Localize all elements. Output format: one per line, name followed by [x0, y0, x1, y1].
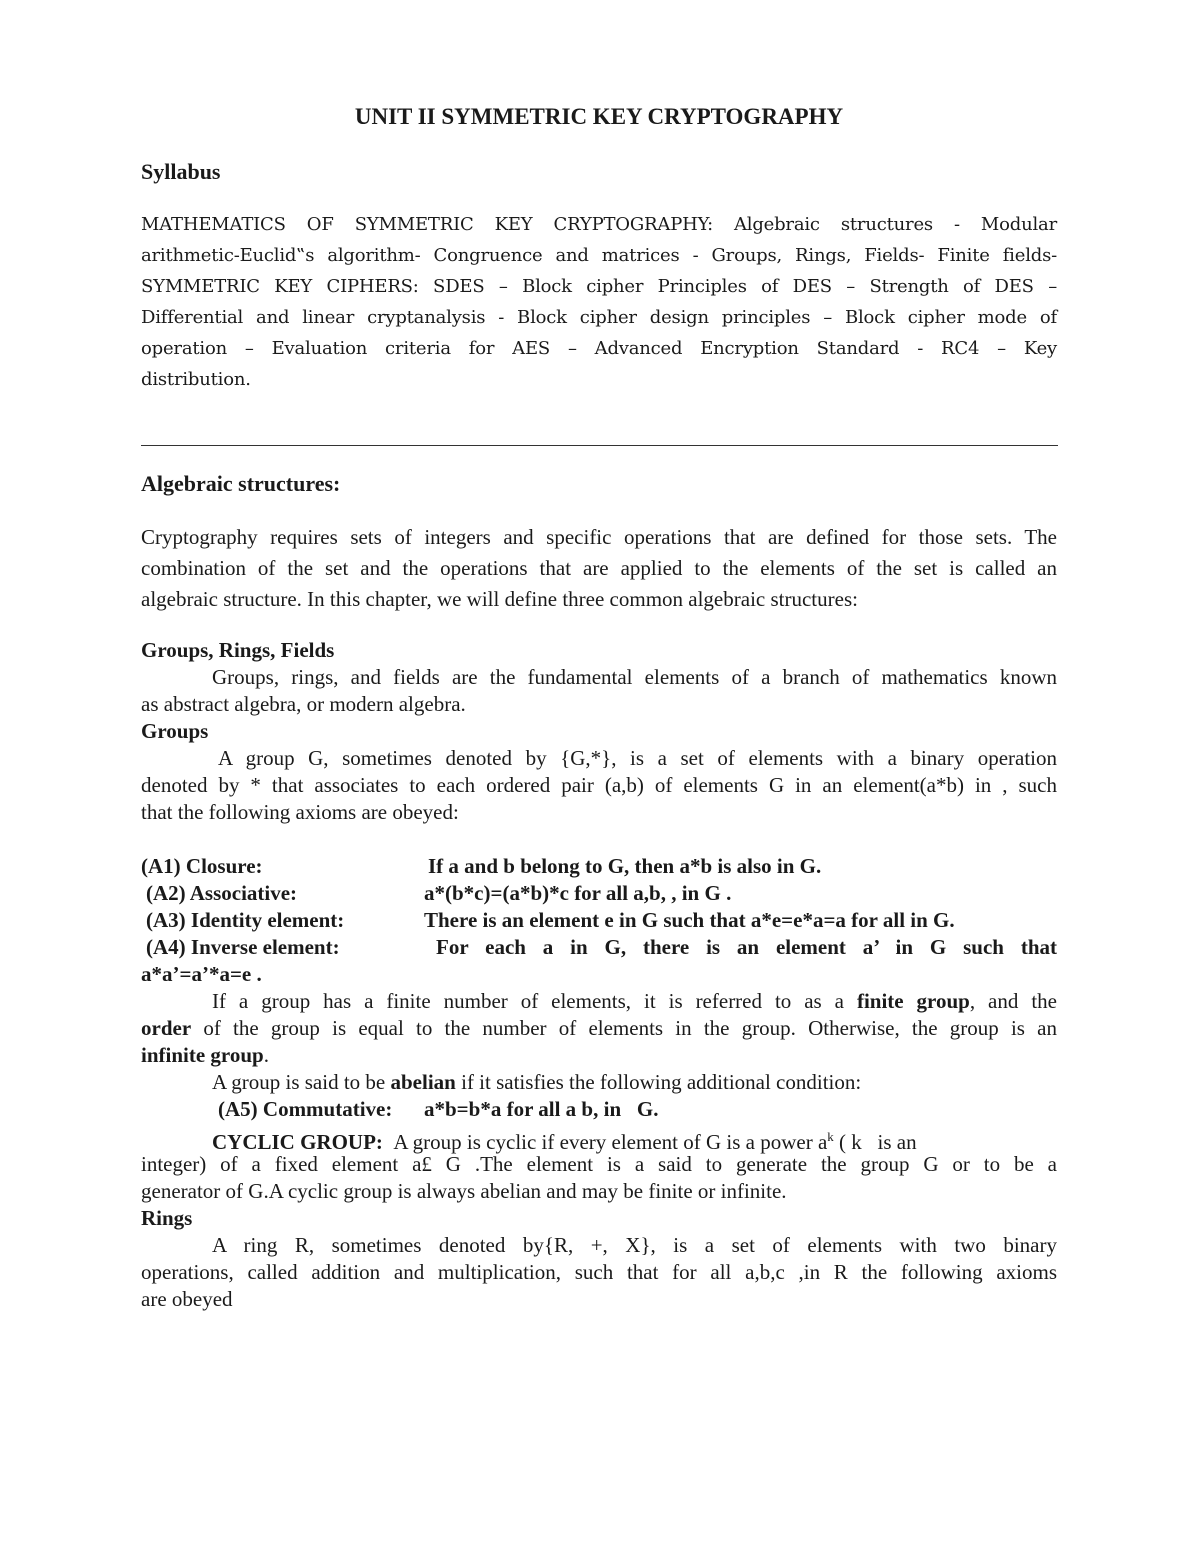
cyclic-group-line: generator of G.A cyclic group is always abelian and may be finite or infinite.: [141, 1179, 787, 1203]
grf-line: as abstract algebra, or modern algebra.: [141, 692, 466, 716]
rings-line: operations, called addition and multiplication, such that for all a,b,c ,in R the following axioms: [141, 1260, 1057, 1284]
groups-heading: Groups: [141, 719, 209, 743]
abelian-line: A group is said to be abelian if it satisfies the following additional condition:: [212, 1070, 862, 1094]
axiom-text: a*(b*c)=(a*b)*c for all a,b, , in G .: [424, 881, 732, 905]
syllabus-heading: Syllabus: [141, 159, 221, 184]
algebraic-structures-heading: Algebraic structures:: [141, 471, 341, 496]
rings-line: A ring R, sometimes denoted by{R, +, X}, is a set of elements with two binary: [212, 1233, 1057, 1257]
syllabus-line: operation – Evaluation criteria for AES – Advanced Encryption Standard - RC4 – Key: [141, 338, 1057, 359]
axiom-text: For each a in G, there is an element a’ in G such that: [436, 935, 1057, 959]
intro-line: algebraic structure. In this chapter, we will define three common algebraic structures:: [141, 587, 858, 611]
cyclic-group-line: CYCLIC GROUP: A group is cyclic if every element of G is a power $a^k$ ( k is an: [212, 1129, 917, 1154]
axiom-text: a*b=b*a for all a b, in G.: [424, 1097, 659, 1121]
groups-rings-fields-heading: Groups, Rings, Fields: [141, 638, 335, 662]
axiom-label: (A5) Commutative:: [218, 1097, 393, 1121]
axiom-text: If a and b belong to G, then a*b is also in G.: [428, 854, 822, 878]
intro-line: combination of the set and the operations that are applied to the elements of the set is called an: [141, 556, 1057, 580]
axiom-label: (A1) Closure:: [141, 854, 263, 878]
cyclic-group-label: CYCLIC GROUP:: [212, 1130, 383, 1154]
page-title: UNIT II SYMMETRIC KEY CRYPTOGRAPHY: [354, 104, 844, 129]
axiom-text: There is an element e in G such that a*e=e*a=a for all in G.: [424, 908, 955, 932]
finite-group-line: infinite group.: [141, 1043, 269, 1067]
rings-heading: Rings: [141, 1206, 193, 1230]
syllabus-line: arithmetic-Euclid‟s algorithm- Congruence and matrices - Groups, Rings, Fields- Finite fields-: [141, 245, 1057, 266]
axiom-label: (A3) Identity element:: [146, 908, 345, 932]
cyclic-group-line: integer) of a fixed element a£ G .The element is a said to generate the group G or to be a: [141, 1152, 1057, 1176]
finite-group-line: If a group has a finite number of elements, it is referred to as a finite group, and the: [212, 989, 1057, 1013]
axiom-label: (A2) Associative:: [146, 881, 298, 905]
intro-line: Cryptography requires sets of integers and specific operations that are defined for those sets. The: [141, 525, 1057, 549]
axiom-continuation: a*a’=a’*a=e .: [141, 962, 262, 986]
groups-line: that the following axioms are obeyed:: [141, 800, 459, 824]
rings-line: are obeyed: [141, 1287, 233, 1311]
grf-line: Groups, rings, and fields are the fundamental elements of a branch of mathematics known: [212, 665, 1057, 689]
syllabus-line: Differential and linear cryptanalysis - Block cipher design principles – Block cipher mode of: [141, 307, 1057, 328]
section-divider: [141, 445, 1058, 446]
groups-line: denoted by * that associates to each ordered pair (a,b) of elements G in an element(a*b) in , such: [141, 773, 1057, 797]
syllabus-line: SYMMETRIC KEY CIPHERS: SDES – Block cipher Principles of DES – Strength of DES –: [141, 276, 1057, 297]
syllabus-line: distribution.: [141, 369, 251, 390]
finite-group-line: order of the group is equal to the number of elements in the group. Otherwise, the group is an: [141, 1016, 1057, 1040]
groups-line: A group G, sometimes denoted by {G,*}, is a set of elements with a binary operation: [218, 746, 1057, 770]
axiom-label: (A4) Inverse element:: [146, 935, 340, 959]
syllabus-line: MATHEMATICS OF SYMMETRIC KEY CRYPTOGRAPHY: Algebraic structures - Modular: [141, 214, 1057, 235]
